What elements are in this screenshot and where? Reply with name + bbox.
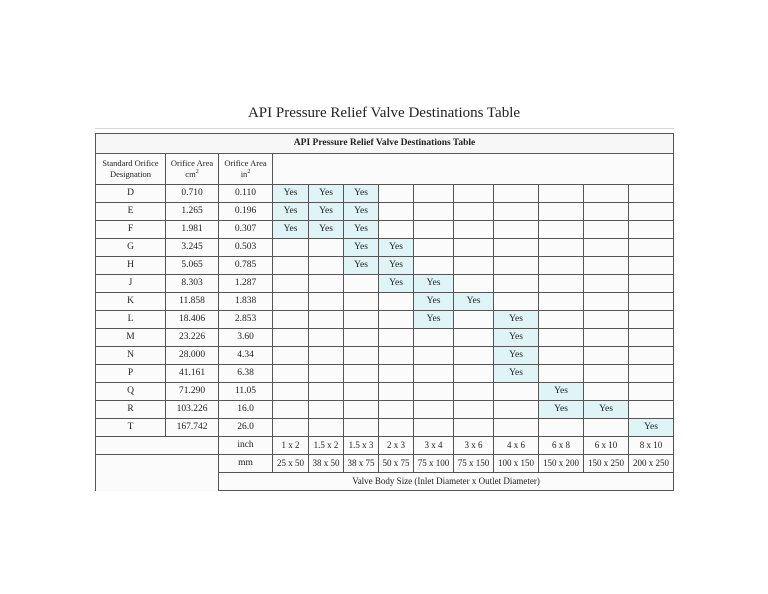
designation-cell: Q (96, 383, 166, 401)
area-in2-cell: 4.34 (219, 347, 273, 365)
yes-cell: Yes (309, 221, 344, 239)
empty-cell (629, 221, 674, 239)
empty-cell (584, 257, 629, 275)
yes-cell: Yes (344, 203, 379, 221)
empty-cell (629, 365, 674, 383)
inch-size-cell: 1.5 x 2 (309, 437, 344, 455)
table-row (96, 203, 674, 221)
empty-cell (344, 419, 379, 437)
title-divider (95, 128, 674, 129)
empty-cell (494, 401, 539, 419)
empty-cell (344, 293, 379, 311)
yes-cell: Yes (454, 293, 494, 311)
empty-cell (539, 257, 584, 275)
designation-cell: J (96, 275, 166, 293)
empty-cell (454, 239, 494, 257)
area-cm2-cell: 18.406 (166, 311, 219, 329)
empty-cell (494, 221, 539, 239)
empty-cell (584, 383, 629, 401)
empty-cell (584, 275, 629, 293)
empty-cell (629, 203, 674, 221)
designation-cell: T (96, 419, 166, 437)
area-cm2-cell: 3.245 (166, 239, 219, 257)
table-row (96, 257, 674, 275)
yes-cell: Yes (539, 401, 584, 419)
empty-cell (454, 419, 494, 437)
empty-cell (273, 311, 309, 329)
yes-cell: Yes (273, 185, 309, 203)
table-row (96, 311, 674, 329)
table-row (96, 383, 674, 401)
area-in2-cell: 3.60 (219, 329, 273, 347)
empty-cell (414, 383, 454, 401)
empty-cell (414, 329, 454, 347)
empty-cell (454, 383, 494, 401)
area-cm2-cell: 0.710 (166, 185, 219, 203)
mm-size-cell: 25 x 50 (273, 455, 309, 473)
empty-cell (414, 257, 454, 275)
empty-cell (494, 185, 539, 203)
empty-cell (454, 203, 494, 221)
table-row (96, 347, 674, 365)
inch-size-cell: 6 x 8 (539, 437, 584, 455)
area-in2-cell: 0.503 (219, 239, 273, 257)
empty-cell (494, 203, 539, 221)
area-cm2-cell: 41.161 (166, 365, 219, 383)
empty-cell (539, 329, 584, 347)
designation-cell: P (96, 365, 166, 383)
yes-cell: Yes (309, 203, 344, 221)
designation-cell: F (96, 221, 166, 239)
designation-cell: N (96, 347, 166, 365)
area-in2-cell: 0.307 (219, 221, 273, 239)
yes-cell: Yes (344, 257, 379, 275)
inch-size-cell: 1.5 x 3 (344, 437, 379, 455)
area-in2-cell: 26.0 (219, 419, 273, 437)
area-in2-cell: 11.05 (219, 383, 273, 401)
empty-cell (629, 329, 674, 347)
empty-cell (584, 347, 629, 365)
empty-cell (414, 203, 454, 221)
yes-cell: Yes (414, 293, 454, 311)
empty-cell (454, 329, 494, 347)
area-in2-cell: 0.110 (219, 185, 273, 203)
empty-cell (629, 275, 674, 293)
table-row (96, 185, 674, 203)
empty-cell (539, 311, 584, 329)
area-in2-cell: 2.853 (219, 311, 273, 329)
empty-cell (584, 221, 629, 239)
empty-cell (379, 347, 414, 365)
yes-cell: Yes (379, 239, 414, 257)
empty-cell (309, 419, 344, 437)
yes-cell: Yes (414, 275, 454, 293)
empty-cell (344, 311, 379, 329)
empty-cell (454, 401, 494, 419)
mm-size-cell: 150 x 200 (539, 455, 584, 473)
empty-cell (414, 401, 454, 419)
yes-cell: Yes (309, 185, 344, 203)
mm-size-cell: 38 x 75 (344, 455, 379, 473)
area-cm2-cell: 103.226 (166, 401, 219, 419)
blank-cell (96, 437, 219, 455)
mm-size-cell: 100 x 150 (494, 455, 539, 473)
table-caption-row (96, 134, 674, 154)
empty-cell (584, 329, 629, 347)
empty-cell (539, 293, 584, 311)
yes-cell: Yes (344, 239, 379, 257)
area-in2-cell: 1.838 (219, 293, 273, 311)
empty-cell (629, 311, 674, 329)
empty-cell (494, 383, 539, 401)
empty-cell (273, 347, 309, 365)
empty-cell (379, 401, 414, 419)
area-cm2-header: Orifice Area $cm^2$ (166, 154, 219, 185)
designation-cell: H (96, 257, 166, 275)
empty-cell (584, 185, 629, 203)
empty-cell (414, 347, 454, 365)
table-row (96, 239, 674, 257)
empty-cell (309, 347, 344, 365)
empty-cell (379, 221, 414, 239)
empty-cell (584, 203, 629, 221)
yes-cell: Yes (494, 347, 539, 365)
table-size-section (96, 437, 674, 491)
designation-cell: E (96, 203, 166, 221)
empty-cell (379, 185, 414, 203)
empty-cell (309, 275, 344, 293)
yes-cell: Yes (273, 203, 309, 221)
mm-size-cell: 200 x 250 (629, 455, 674, 473)
mm-size-cell: 75 x 100 (414, 455, 454, 473)
inch-size-cell: 4 x 6 (494, 437, 539, 455)
mm-size-cell: 50 x 75 (379, 455, 414, 473)
yes-cell: Yes (584, 401, 629, 419)
empty-cell (273, 419, 309, 437)
table-row (96, 275, 674, 293)
yes-cell: Yes (629, 419, 674, 437)
inch-size-cell: 3 x 6 (454, 437, 494, 455)
area-cm2-cell: 23.226 (166, 329, 219, 347)
empty-cell (454, 347, 494, 365)
empty-cell (273, 383, 309, 401)
empty-cell (539, 203, 584, 221)
empty-cell (629, 185, 674, 203)
empty-cell (273, 257, 309, 275)
inch-unit-label: inch (219, 437, 273, 455)
empty-cell (379, 365, 414, 383)
empty-cell (344, 383, 379, 401)
area-cm2-cell: 1.981 (166, 221, 219, 239)
empty-cell (454, 311, 494, 329)
empty-cell (539, 419, 584, 437)
empty-cell (379, 419, 414, 437)
area-cm2-cell: 8.303 (166, 275, 219, 293)
empty-cell (494, 419, 539, 437)
empty-cell (344, 329, 379, 347)
empty-cell (584, 365, 629, 383)
yes-cell: Yes (379, 275, 414, 293)
mm-size-cell: 75 x 150 (454, 455, 494, 473)
empty-cell (454, 221, 494, 239)
inch-size-cell: 6 x 10 (584, 437, 629, 455)
empty-cell (273, 275, 309, 293)
yes-cell: Yes (494, 365, 539, 383)
page-title: API Pressure Relief Valve Destinations Table (247, 105, 521, 121)
empty-cell (494, 257, 539, 275)
empty-cell (629, 383, 674, 401)
empty-cell (539, 275, 584, 293)
yes-cell: Yes (273, 221, 309, 239)
mm-size-cell: 38 x 50 (309, 455, 344, 473)
empty-cell (273, 239, 309, 257)
mm-size-row (96, 455, 674, 473)
inch-size-cell: 3 x 4 (414, 437, 454, 455)
area-in2-cell: 6.38 (219, 365, 273, 383)
empty-cell (309, 329, 344, 347)
empty-cell (494, 239, 539, 257)
mm-size-cell: 150 x 250 (584, 455, 629, 473)
blank-cell (96, 455, 219, 491)
empty-cell (379, 311, 414, 329)
designation-header: Standard Orifice Designation (96, 154, 166, 185)
yes-cell: Yes (414, 311, 454, 329)
yes-cell: Yes (494, 329, 539, 347)
empty-cell (309, 401, 344, 419)
empty-cell (414, 239, 454, 257)
empty-cell (629, 257, 674, 275)
area-in2-header: Orifice Area $in^2$ (219, 154, 273, 185)
table-body (96, 185, 674, 437)
table-caption: API Pressure Relief Valve Destinations Table (96, 134, 674, 154)
empty-cell (379, 203, 414, 221)
empty-cell (629, 293, 674, 311)
table-row (96, 293, 674, 311)
empty-cell (539, 365, 584, 383)
table-row (96, 221, 674, 239)
empty-cell (309, 239, 344, 257)
empty-cell (414, 365, 454, 383)
area-in2-cell: 16.0 (219, 401, 273, 419)
empty-cell (344, 365, 379, 383)
empty-cell (273, 401, 309, 419)
empty-cell (584, 419, 629, 437)
designation-cell: L (96, 311, 166, 329)
yes-cell: Yes (344, 221, 379, 239)
size-columns-header-blank (273, 154, 674, 185)
empty-cell (309, 383, 344, 401)
empty-cell (414, 185, 454, 203)
area-in2-cell: 0.785 (219, 257, 273, 275)
table-row (96, 365, 674, 383)
area-in2-cell: 1.287 (219, 275, 273, 293)
designation-cell: R (96, 401, 166, 419)
empty-cell (273, 365, 309, 383)
yes-cell: Yes (494, 311, 539, 329)
empty-cell (344, 401, 379, 419)
inch-size-cell: 2 x 3 (379, 437, 414, 455)
empty-cell (379, 293, 414, 311)
empty-cell (414, 221, 454, 239)
empty-cell (414, 419, 454, 437)
designation-cell: D (96, 185, 166, 203)
area-cm2-cell: 167.742 (166, 419, 219, 437)
area-cm2-cell: 11.858 (166, 293, 219, 311)
empty-cell (629, 401, 674, 419)
valve-destinations-table-container (95, 133, 673, 491)
table-row (96, 329, 674, 347)
empty-cell (494, 293, 539, 311)
empty-cell (454, 365, 494, 383)
area-in2-cell: 0.196 (219, 203, 273, 221)
area-cm2-cell: 71.290 (166, 383, 219, 401)
designation-cell: M (96, 329, 166, 347)
empty-cell (539, 185, 584, 203)
table-row (96, 419, 674, 437)
empty-cell (379, 329, 414, 347)
designation-cell: K (96, 293, 166, 311)
valve-body-size-caption: Valve Body Size (Inlet Diameter x Outlet Diameter) (219, 473, 674, 491)
table-row (96, 401, 674, 419)
yes-cell: Yes (379, 257, 414, 275)
empty-cell (273, 293, 309, 311)
empty-cell (273, 329, 309, 347)
inch-size-cell: 8 x 10 (629, 437, 674, 455)
empty-cell (629, 239, 674, 257)
empty-cell (494, 275, 539, 293)
yes-cell: Yes (344, 185, 379, 203)
designation-cell: G (96, 239, 166, 257)
table-header-row (96, 154, 674, 185)
empty-cell (584, 293, 629, 311)
empty-cell (309, 311, 344, 329)
empty-cell (344, 275, 379, 293)
yes-cell: Yes (539, 383, 584, 401)
valve-destinations-table (95, 133, 674, 491)
empty-cell (539, 347, 584, 365)
empty-cell (309, 365, 344, 383)
inch-size-cell: 1 x 2 (273, 437, 309, 455)
empty-cell (584, 311, 629, 329)
area-cm2-cell: 28.000 (166, 347, 219, 365)
inch-size-row (96, 437, 674, 455)
empty-cell (309, 257, 344, 275)
area-cm2-cell: 5.065 (166, 257, 219, 275)
empty-cell (454, 257, 494, 275)
empty-cell (539, 221, 584, 239)
empty-cell (454, 185, 494, 203)
empty-cell (379, 383, 414, 401)
mm-unit-label: mm (219, 455, 273, 473)
area-cm2-cell: 1.265 (166, 203, 219, 221)
empty-cell (539, 239, 584, 257)
empty-cell (584, 239, 629, 257)
empty-cell (629, 347, 674, 365)
empty-cell (309, 293, 344, 311)
empty-cell (344, 347, 379, 365)
empty-cell (454, 275, 494, 293)
